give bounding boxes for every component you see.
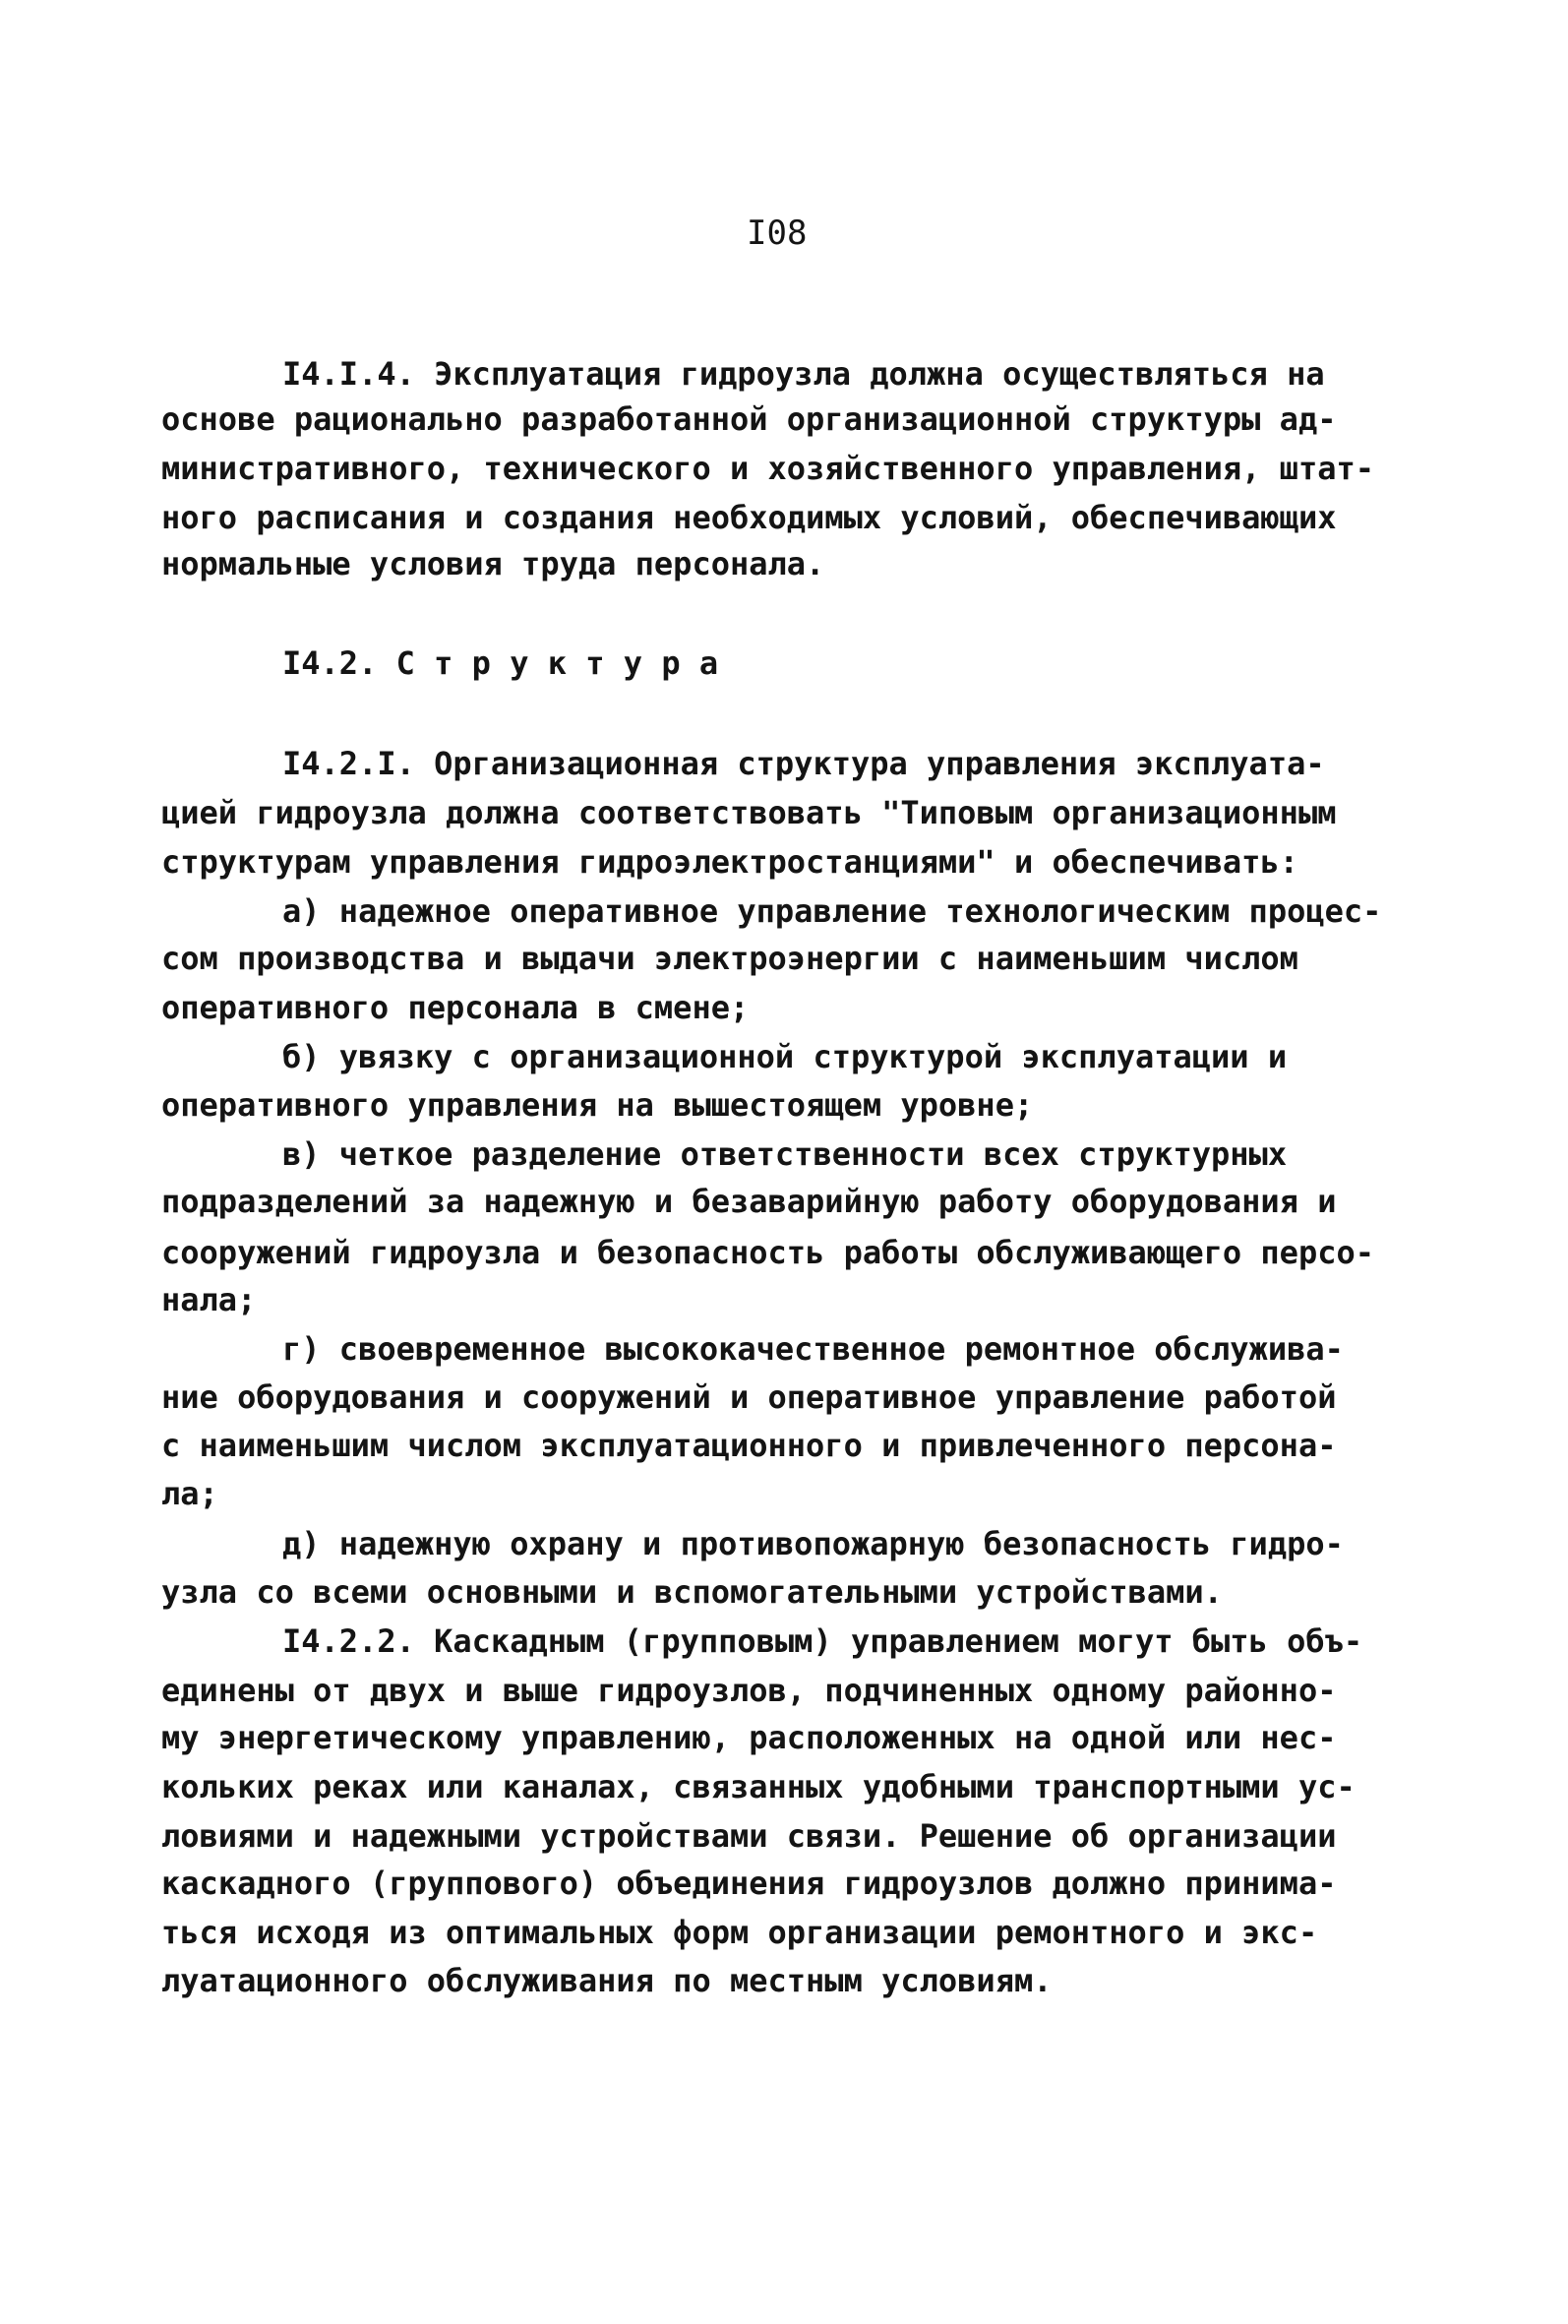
paragraph-14-1-4-line-1: I4.I.4. Эксплуатация гидроузла должна осуществляться на	[282, 355, 1325, 393]
paragraph-14-2-1-line-2: цией гидроузла должна соответствовать "Типовым организационным	[161, 794, 1337, 831]
paragraph-14-1-4-line-5: нормальные условия труда персонала.	[161, 545, 825, 582]
paragraph-14-1-4-line-2: основе рационально разработанной организационной структуры ад-	[161, 400, 1337, 438]
item-c-line-1: в) четкое разделение ответственности всех структурных	[282, 1135, 1288, 1173]
paragraph-14-2-2-line-6: каскадного (группового) объединения гидроузлов должно принима-	[161, 1865, 1337, 1902]
item-b-line-1: б) увязку с организационной структурой эксплуатации и	[282, 1038, 1288, 1075]
paragraph-14-2-2-line-2: единены от двух и выше гидроузлов, подчиненных одному районно-	[161, 1672, 1337, 1709]
paragraph-14-2-2-line-1: I4.2.2. Каскадным (групповым) управлением могут быть объ-	[282, 1622, 1363, 1660]
item-c-line-4: нала;	[161, 1281, 257, 1318]
page-number: I08	[747, 214, 808, 253]
item-a-line-2: сом производства и выдачи электроэнергии с наименьшим числом	[161, 940, 1298, 977]
section-heading-structure: I4.2. С т р у к т у р а	[282, 644, 719, 682]
item-d-line-2: узла со всеми основными и вспомогательными устройствами.	[161, 1573, 1223, 1611]
paragraph-14-2-2-line-5: ловиями и надежными устройствами связи. Решение об организации	[161, 1817, 1337, 1855]
item-b-line-2: оперативного управления на вышестоящем уровне;	[161, 1086, 1034, 1124]
paragraph-14-1-4-line-3: министративного, технического и хозяйственного управления, штат-	[161, 450, 1374, 487]
item-g-line-4: ла;	[161, 1475, 218, 1512]
item-g-line-2: ние оборудования и сооружений и оперативное управление работой	[161, 1378, 1337, 1416]
item-c-line-3: сооружений гидроузла и безопасность работы обслуживающего персо-	[161, 1234, 1374, 1271]
paragraph-14-2-2-line-7: ться исходя из оптимальных форм организации ремонтного и экс-	[161, 1914, 1318, 1951]
paragraph-14-1-4-line-4: ного расписания и создания необходимых условий, обеспечивающих	[161, 499, 1337, 536]
item-a-line-3: оперативного персонала в смене;	[161, 989, 750, 1026]
paragraph-14-2-1-line-1: I4.2.I. Организационная структура управления эксплуата-	[282, 745, 1325, 782]
item-g-line-1: г) своевременное высококачественное ремонтное обслужива-	[282, 1330, 1344, 1368]
paragraph-14-2-2-line-8: луатационного обслуживания по местным условиям.	[161, 1962, 1053, 1999]
item-c-line-2: подразделений за надежную и безаварийную работу оборудования и	[161, 1183, 1337, 1220]
item-a-line-1: а) надежное оперативное управление технологическим процес-	[282, 892, 1382, 930]
paragraph-14-2-2-line-4: кольких реках или каналах, связанных удобными транспортными ус-	[161, 1768, 1356, 1805]
paragraph-14-2-1-line-3: структурам управления гидроэлектростанциями" и обеспечивать:	[161, 843, 1298, 881]
paragraph-14-2-2-line-3: му энергетическому управлению, расположенных на одной или нес-	[161, 1719, 1337, 1756]
item-g-line-3: с наименьшим числом эксплуатационного и привлеченного персона-	[161, 1427, 1337, 1464]
item-d-line-1: д) надежную охрану и противопожарную безопасность гидро-	[282, 1525, 1344, 1562]
